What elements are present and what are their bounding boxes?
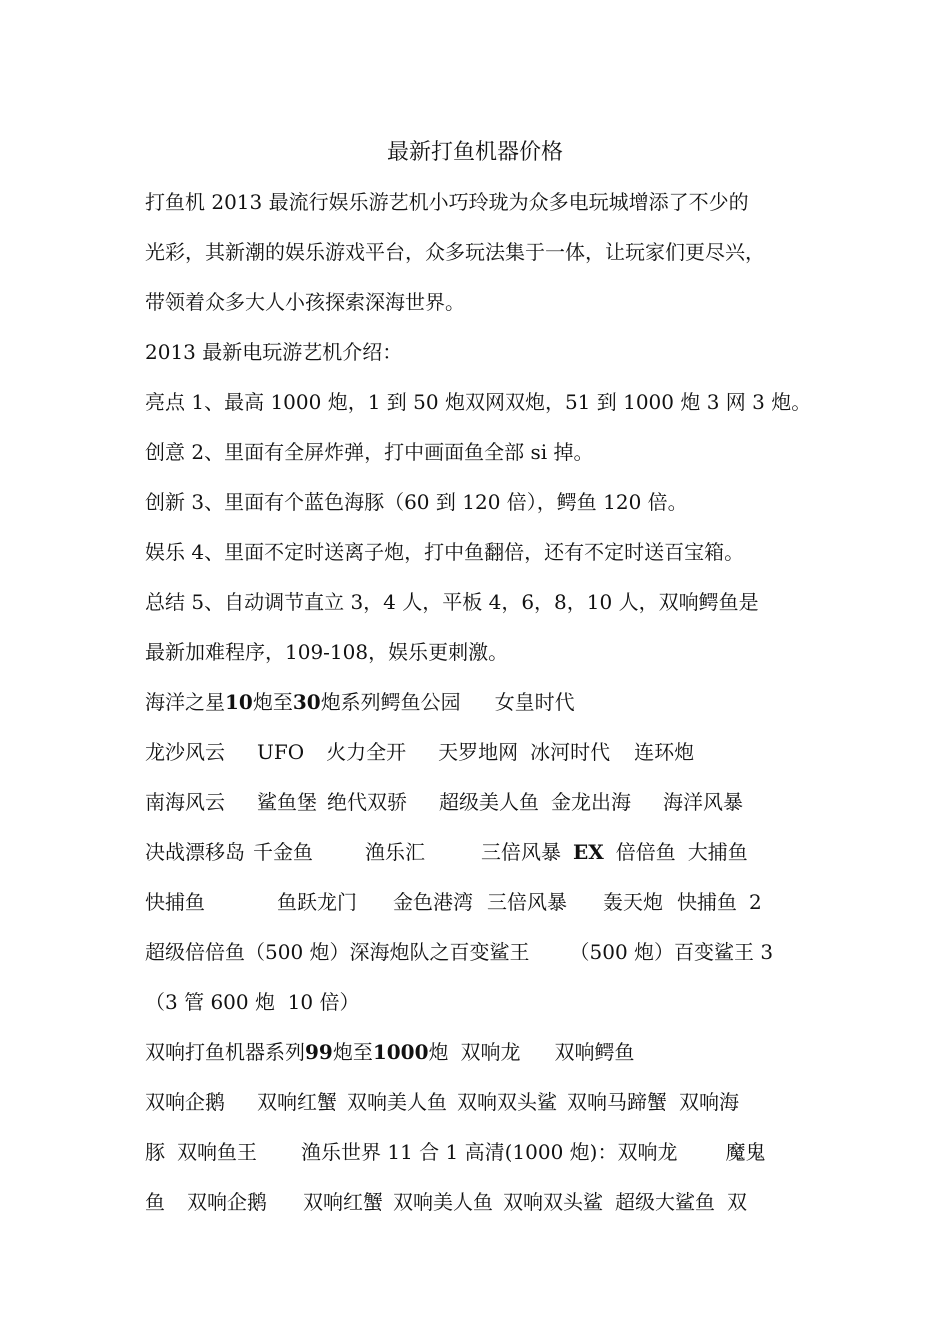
point-line [145, 482, 809, 532]
game-line [145, 882, 809, 932]
series2-suffix: 炮 [428, 1040, 449, 1064]
game-name: UFO [257, 740, 305, 764]
game-name: 魔鬼 [725, 1140, 766, 1164]
game-name: 超级美人鱼 [439, 790, 539, 814]
game-name: 龙沙风云 [145, 740, 225, 764]
game-name: 双响美人鱼 [347, 1090, 447, 1114]
game-line [145, 932, 809, 982]
point-text: 创新 3、里面有个蓝色海豚（60 到 120 倍），鳄鱼 120 倍。 [145, 490, 688, 514]
game-name: 渔乐世界 11 合 1 高清(1000 炮)：双响龙 [301, 1140, 678, 1164]
series2-prefix: 双响打鱼机器系列 [145, 1040, 305, 1064]
game-name: 渔乐汇 [365, 840, 425, 864]
game-name: 超级大鲨鱼 [615, 1190, 715, 1214]
point-line [145, 432, 809, 482]
document-body [145, 182, 812, 1232]
series1-mid: 炮至 [252, 690, 293, 714]
series1-num2: 30 [292, 690, 321, 714]
game-name: 双响红蟹 [303, 1190, 383, 1214]
point-text: 最新加难程序，109-108，娱乐更刺激。 [145, 640, 509, 664]
game-line [145, 982, 809, 1032]
series2-mid: 炮至 [332, 1040, 373, 1064]
game-name: 快捕鱼 [145, 890, 205, 914]
game-name: 双响马蹄蟹 [567, 1090, 667, 1114]
series2-extra1: 双响龙 [460, 1040, 521, 1064]
game-line [145, 1132, 809, 1182]
game-name: 2 [749, 890, 762, 914]
game-name: 鱼跃龙门 [277, 890, 357, 914]
point-line [145, 582, 809, 632]
game-line [145, 732, 809, 782]
game-name: 三倍风暴 [487, 890, 567, 914]
game-name: 金龙出海 [551, 790, 631, 814]
game-name: 快捕鱼 [677, 890, 737, 914]
series1-suffix: 炮系列鳄鱼公园 [320, 690, 461, 714]
game-name: 鱼 [145, 1190, 165, 1214]
game-name: 双响企鹅 [145, 1090, 225, 1114]
intro-line [145, 282, 809, 332]
game-name: （3 管 600 炮 10 倍） [145, 990, 360, 1014]
game-name: 金色港湾 [393, 890, 473, 914]
game-name: 冰河时代 [530, 740, 611, 764]
game-line [145, 1182, 809, 1232]
series2-num1: 99 [305, 1040, 333, 1064]
intro-line [145, 232, 809, 282]
game-name: EX [573, 840, 604, 864]
game-name: 倍倍鱼 [615, 840, 676, 864]
game-name: 双响企鹅 [187, 1190, 267, 1214]
document-title: 最新打鱼机器价格 [386, 140, 563, 165]
game-name: （500 炮）百变鲨王 3 [569, 940, 774, 964]
game-name: 鲨鱼堡 [257, 790, 317, 814]
series2-heading [145, 1032, 809, 1082]
game-name: 豚 [145, 1140, 165, 1164]
game-line [145, 1082, 809, 1132]
game-name: 千金鱼 [253, 840, 313, 864]
series2-extra2: 双响鳄鱼 [554, 1040, 635, 1064]
game-name: 火力全开 [326, 740, 407, 764]
series1-extra: 女皇时代 [494, 690, 575, 714]
game-name: 海洋风暴 [663, 790, 743, 814]
intro-heading [145, 332, 809, 382]
game-name: 大捕鱼 [687, 840, 748, 864]
game-name: 绝代双骄 [327, 790, 407, 814]
game-name: 三倍风暴 [481, 840, 561, 864]
game-name: 轰天炮 [603, 890, 663, 914]
game-name: 决战漂移岛 [145, 840, 245, 864]
game-name: 双响海 [679, 1090, 739, 1114]
game-name: 天罗地网 [438, 740, 519, 764]
series2-num2: 1000 [372, 1040, 429, 1064]
game-line [145, 832, 809, 882]
series1-heading [145, 682, 809, 732]
intro-heading-text: 2013 最新电玩游艺机介绍： [145, 340, 403, 364]
point-line [145, 532, 809, 582]
intro-text: 光彩，其新潮的娱乐游戏平台，众多玩法集于一体，让玩家们更尽兴， [145, 240, 765, 264]
point-text: 娱乐 4、里面不定时送离子炮，打中鱼翻倍，还有不定时送百宝箱。 [145, 540, 745, 564]
game-name: 连环炮 [634, 740, 695, 764]
intro-text: 打鱼机 2013 最流行娱乐游艺机小巧玲珑为众多电玩城增添了不少的 [145, 190, 749, 214]
game-name: 双响鱼王 [177, 1140, 257, 1164]
game-line [145, 782, 809, 832]
game-name: 双响双头鲨 [457, 1090, 557, 1114]
game-name: 双响红蟹 [257, 1090, 337, 1114]
point-line [145, 382, 812, 432]
game-name: 双响双头鲨 [503, 1190, 603, 1214]
point-line [145, 632, 809, 682]
intro-text: 带领着众多大人小孩探索深海世界。 [145, 290, 465, 314]
point-text: 创意 2、里面有全屏炸弹，打中画面鱼全部 si 掉。 [145, 440, 594, 464]
game-name: 南海风云 [145, 790, 225, 814]
intro-line [145, 182, 809, 232]
game-name: 双响美人鱼 [393, 1190, 493, 1214]
point-text: 亮点 1、最高 1000 炮，1 到 50 炮双网双炮，51 到 1000 炮 3 网 3 炮。 [145, 390, 812, 414]
game-name: 超级倍倍鱼（500 炮）深海炮队之百变鲨王 [145, 940, 530, 964]
point-text: 总结 5、自动调节直立 3，4 人，平板 4，6，8，10 人，双响鳄鱼是 [145, 590, 759, 614]
series1-prefix: 海洋之星 [145, 690, 225, 714]
series1-num1: 10 [225, 690, 253, 714]
game-name: 双 [727, 1190, 747, 1214]
